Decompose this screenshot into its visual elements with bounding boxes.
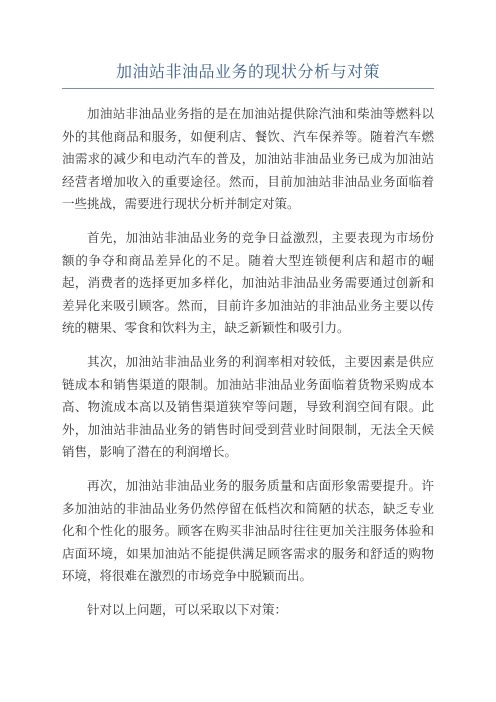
document-body bbox=[62, 103, 434, 621]
title-underline bbox=[62, 88, 434, 89]
paragraph-2: 首先，加油站非油品业务的竞争日益激烈，主要表现为市场份额的争夺和商品差异化的不足。随着大型连锁便利店和超市的崛起，消费者的选择更加多样化，加油站非油品业务需要通过创新和差异化来吸引顾客。然而，目前许多加油站的非油品业务主要以传统的糖果、零食和饮料为主，缺乏新颖性和吸引力。 bbox=[62, 229, 434, 336]
paragraph-3: 其次，加油站非油品业务的利润率相对较低，主要因素是供应链成本和销售渠道的限制。加油站非油品业务面临着货物采购成本高、物流成本高以及销售渠道狭窄等问题，导致利润空间有限。此外，加油站非油品业务的销售时间受到营业时间限制，无法全天候销售，影响了潜在的利润增长。 bbox=[62, 353, 434, 460]
document-title: 加油站非油品业务的现状分析与对策 bbox=[115, 62, 380, 81]
paragraph-1: 加油站非油品业务指的是在加油站提供除汽油和柴油等燃料以外的其他商品和服务，如便利店、餐饮、汽车保养等。随着汽车燃油需求的减少和电动汽车的普及，加油站非油品业务已成为加油站经营者增加收入的重要途径。然而，目前加油站非油品业务面临着一些挑战，需要进行现状分析并制定对策。 bbox=[62, 106, 434, 212]
paragraph-4: 再次，加油站非油品业务的服务质量和店面形象需要提升。许多加油站的非油品业务仍然停留在低档次和简陋的状态，缺乏专业化和个性化的服务。顾客在购买非油品时往往更加关注服务体验和店面环境，如果加油站不能提供满足顾客需求的服务和舒适的购物环境，将很难在激烈的市场竞争中脱颖而出。 bbox=[62, 477, 434, 584]
paragraph-5: 针对以上问题，可以采取以下对策： bbox=[87, 601, 288, 617]
